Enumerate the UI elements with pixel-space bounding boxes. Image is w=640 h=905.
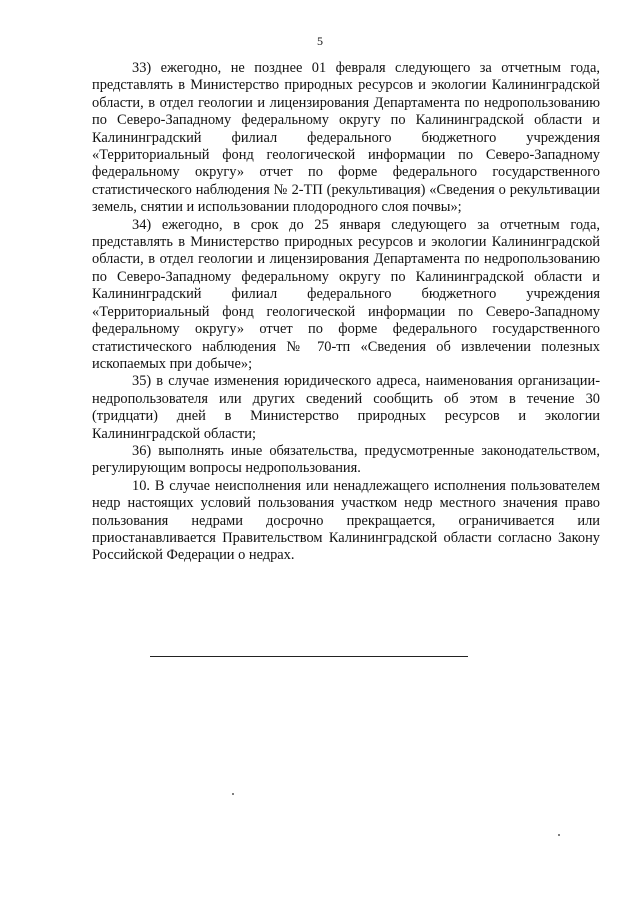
scan-speck bbox=[558, 834, 560, 836]
page-number: 5 bbox=[317, 34, 323, 48]
separator-line bbox=[150, 656, 468, 657]
clause-35: 35) в случае изменения юридического адреса, наименования организации-недропользователя или других сведений сообщить об этом в течение 30 (тридцати) дней в Министерство природных ресурсов и экологии Калининградской области; bbox=[92, 373, 600, 442]
section-10: 10. В случае неисполнения или ненадлежащего исполнения пользователем недр настоящих условий пользования участком недр местного значения право пользования недрами досрочно прекращается, ограничивается или приостанавливается Правительством Калининградской области согласно Закону Российской Федерации о недрах. bbox=[92, 477, 600, 564]
clause-33: 33) ежегодно, не позднее 01 февраля следующего за отчетным года, представлять в Министерство природных ресурсов и экологии Калининградской области, в отдел геологии и лицензирования Департамента по недропользованию по Северо-Западному федеральному округу по Калининградской области и Калининградский филиал федерального бюджетного учреждения «Территориальный фонд геологической информации по Северо-Западному федеральному округу» отчет по форме федерального государственного статистического наблюдения № 2-ТП (рекультивация) «Сведения о рекультивации земель, снятии и использовании плодородного слоя почвы»; bbox=[92, 60, 600, 216]
clause-34: 34) ежегодно, в срок до 25 января следующего за отчетным года, представлять в Министерство природных ресурсов и экологии Калининградской области, в отдел геологии и лицензирования Департамента по недропользованию по Северо-Западному федеральному округу по Калининградской области и Калининградский филиал федерального бюджетного учреждения «Территориальный фонд геологической информации по Северо-Западному федеральному округу» отчет по форме федерального государственного статистического наблюдения № 70-тп «Сведения об извлечении полезных ископаемых при добыче»; bbox=[92, 216, 600, 372]
scan-speck bbox=[232, 793, 234, 795]
document-body bbox=[92, 60, 600, 565]
clause-36: 36) выполнять иные обязательства, предусмотренные законодательством, регулирующим вопросы недропользования. bbox=[92, 442, 600, 477]
